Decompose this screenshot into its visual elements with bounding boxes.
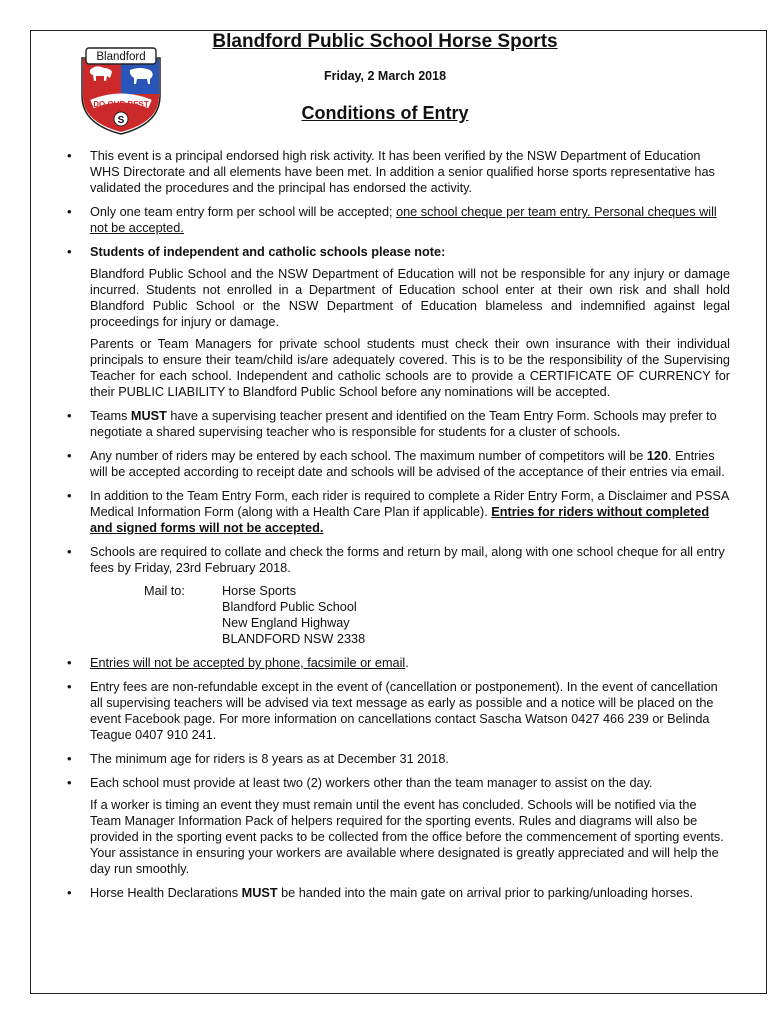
logo-motto: DO OUR BEST xyxy=(93,100,149,109)
event-date: Friday, 2 March 2018 xyxy=(323,69,447,83)
conditions-list xyxy=(62,148,730,909)
condition-text: Entries will not be accepted by phone, facsimile or email xyxy=(90,656,406,670)
condition-item-minimum-age xyxy=(62,751,730,767)
condition-item-no-phone-entries: • Entries will not be accepted by phone, facsimile or email. xyxy=(62,655,730,671)
condition-text: • The minimum age for riders is 8 years as at December 31 2018. xyxy=(90,752,449,766)
condition-item-rider-numbers: • Any number of riders may be entered by each school. The maximum number of competitors will be 120. Entries will be accepted according to receipt date and schools will be advised of the acceptance of their entries via email. xyxy=(62,448,730,480)
cheque-note: one school cheque per team entry. Personal cheques will not be accepted. xyxy=(90,205,717,235)
address-line: BLANDFORD NSW 2338 xyxy=(222,632,366,646)
mail-label: Mail to: xyxy=(144,584,185,598)
liability-paragraph: Blandford Public School and the NSW Department of Education will not be responsible for any injury or damage incurred. Students not enrolled in a Department of Education school enter at their own risk and shall hold Blandford Public School or the NSW Department of Education blameless and indemnified against legal proceedings for injury or damage. xyxy=(90,267,730,329)
condition-item-mail-forms xyxy=(62,544,730,647)
emphasis-must: MUST xyxy=(130,409,167,423)
address-line: Horse Sports xyxy=(222,584,297,598)
condition-text: • This event is a principal endorsed high risk activity. It has been verified by the NSW Department of Education WHS Directorate and all elements have been met. In addition a senior qualified horse sports representative has validated the procedures and the principal has endorsed the activity. xyxy=(90,149,715,195)
mailing-address xyxy=(222,583,365,647)
condition-text: Only one team entry form per school will be accepted; xyxy=(90,205,397,219)
condition-item-independent-schools xyxy=(62,244,730,400)
workers-paragraph: If a worker is timing an event they must remain until the event has concluded. Schools will be notified via the Team Manager Information Pack of helpers required for the sporting events. Rules and diagrams will also be provided in the sporting event packs to be collected from the office before the commencement of sporting events. Your assistance in ensuring your workers are available where designated is greatly appreciated and will help the day run smoothly. xyxy=(90,798,724,876)
condition-item-high-risk xyxy=(62,148,730,196)
address-line: Blandford Public School xyxy=(222,600,357,614)
page-title: Blandford Public School Horse Sports xyxy=(212,31,558,52)
condition-item-rider-forms: • In addition to the Team Entry Form, each rider is required to complete a Rider Entry Form, a Disclaimer and PSSA Medical Information Form (along with a Health Care Plan if applicable). Entries for riders without completed and signed forms will not be accepted. xyxy=(62,488,730,536)
condition-item-fees xyxy=(62,679,730,743)
condition-item-one-entry-form xyxy=(62,204,730,236)
logo-school-label: Blandford xyxy=(96,51,146,63)
max-competitors: 120 xyxy=(646,449,669,463)
mailing-address-block xyxy=(90,583,730,647)
condition-text: • Each school must provide at least two (2) workers other than the team manager to assist on the day. xyxy=(90,776,653,790)
emphasis-must: MUST xyxy=(241,886,278,900)
address-line: New England Highway xyxy=(222,616,350,630)
forms-warning: Entries for riders without completed and signed forms will not be accepted. xyxy=(90,505,710,535)
section-title: Conditions of Entry xyxy=(301,103,469,123)
condition-heading: Students of independent and catholic schools please note: xyxy=(90,245,446,259)
condition-item-supervising-teacher: • Teams MUST have a supervising teacher present and identified on the Team Entry Form. Schools may prefer to negotiate a shared supervising teacher who is responsible for students for a cluster of schools. xyxy=(62,408,730,440)
condition-text: • Schools are required to collate and check the forms and return by mail, along with one school cheque for all entry fees by Friday, 23rd February 2018. xyxy=(90,545,725,575)
logo-initial: S xyxy=(117,115,125,126)
insurance-paragraph: Parents or Team Managers for private school students must check their own insurance with their individual principals to ensure their team/child is/are adequately covered. This is to be the responsibility of the Supervising Teacher for each school. Independent and catholic schools are to provide a CERTIFICATE OF CURRENCY for their PUBLIC LIABILITY to Blandford Public School before any nominations will be accepted. xyxy=(90,337,730,399)
condition-text: • Entry fees are non-refundable except in the event of (cancellation or postponement). In the event of cancellation all supervising teachers will be advised via text message as early as possible and a notice will be placed on the event Facebook page. For more information on cancellations contact Sascha Watson 0427 466 239 or Belinda Teague 0407 910 241. xyxy=(90,680,718,742)
condition-item-horse-health: • Horse Health Declarations MUST be handed into the main gate on arrival prior to parking/unloading horses. xyxy=(62,885,730,901)
condition-item-workers xyxy=(62,775,730,877)
